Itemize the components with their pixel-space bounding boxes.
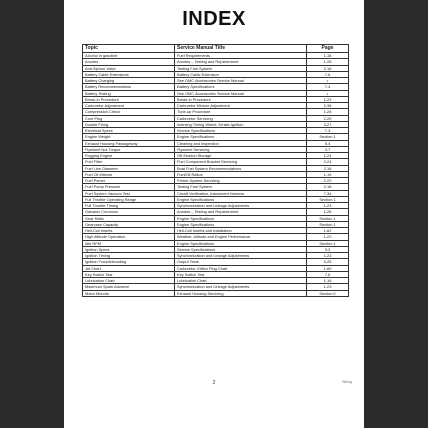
- manual-title-cell: Engine Specifications: [175, 134, 307, 140]
- topic-cell: Motor Mounts: [83, 290, 175, 296]
- topic-cell: Double Firing: [83, 121, 175, 127]
- topic-cell: Engine Weight: [83, 134, 175, 140]
- page-cell: 7-3: [307, 128, 349, 134]
- topic-cell: Full Throttle Operating Range: [83, 196, 175, 202]
- manual-title-cell: Fuel/Oil Ratios: [175, 171, 307, 177]
- topic-cell: Anodes: [83, 59, 175, 65]
- topic-cell: Gearcase Capacity: [83, 221, 175, 227]
- page-cell: 7-6: [307, 71, 349, 77]
- page-cell: 1-26: [307, 209, 349, 215]
- page-cell: 1-23: [307, 96, 349, 102]
- page-cell: 2-22: [307, 178, 349, 184]
- topic-cell: Gear Ratio: [83, 215, 175, 221]
- page-cell: 1-16: [307, 278, 349, 284]
- page-cell: 2-29: [307, 115, 349, 121]
- manual-title-cell: Fuel Component Bracket Servicing: [175, 159, 307, 165]
- page-cell: 7-34: [307, 190, 349, 196]
- page-header: Page: [307, 45, 349, 53]
- topic-cell: Fuel Line Diameter: [83, 165, 175, 171]
- manual-title-cell: Synchronization and Linkage Adjustments: [175, 203, 307, 209]
- manual-title-cell: Off-Season Storage: [175, 153, 307, 159]
- manual-title-cell: Heli-Coil Inserts and Installation: [175, 228, 307, 234]
- page-cell: 2-24: [307, 159, 349, 165]
- page-cell: Section 1: [307, 196, 349, 202]
- page-cell: 1-23: [307, 203, 349, 209]
- topic-cell: Maximum Spark Advance: [83, 284, 175, 290]
- page-cell: 1-26: [307, 59, 349, 65]
- page-title: INDEX: [182, 8, 246, 30]
- manual-title-cell: Break-In Procedure: [175, 96, 307, 102]
- topic-cell: Flywheel Nut Torque: [83, 146, 175, 152]
- page-cell: 2-36: [307, 103, 349, 109]
- page-cell: 1-18: [307, 53, 349, 59]
- page-cell: 1-60: [307, 265, 349, 271]
- manual-title-cell: Tune-up Procedure: [175, 109, 307, 115]
- topic-cell: Galvanic Corrosion: [83, 209, 175, 215]
- manual-title-cell: Battery Specifications: [175, 84, 307, 90]
- page-cell: 3-7: [307, 146, 349, 152]
- manual-title-cell: Exhaust Housing Servicing: [175, 290, 307, 296]
- manual-title-cell: Testing Fuel System: [175, 65, 307, 71]
- topic-cell: Compression Check: [83, 109, 175, 115]
- page-cell: •: [307, 90, 349, 96]
- page-cell: 3-3: [307, 246, 349, 252]
- page-cell: Section 1: [307, 215, 349, 221]
- manual-title-cell: Indexing Timing Wheel, Erratic Ignition: [175, 121, 307, 127]
- page-cell: 3-25: [307, 259, 349, 265]
- page-cell: 1-24: [307, 153, 349, 159]
- page-cell: Section 1: [307, 134, 349, 140]
- index-table: [82, 44, 349, 297]
- topic-cell: Fuel Pump Pressure: [83, 184, 175, 190]
- page-cell: 3-27: [307, 121, 349, 127]
- manual-title-cell: Lubrication Chart: [175, 278, 307, 284]
- manual-title-cell: Synchronization and Linkage Adjustments: [175, 253, 307, 259]
- topic-cell: High Altitude Operation: [83, 234, 175, 240]
- page-cell: 2-16: [307, 165, 349, 171]
- topic-cell: Exhaust Housing Passageway: [83, 140, 175, 146]
- page-cell: 1-28: [307, 109, 349, 115]
- topic-cell: Ignition Timing: [83, 253, 175, 259]
- topic-cell: Fuel Primer: [83, 178, 175, 184]
- page-cell: Section 1: [307, 240, 349, 246]
- manual-title-cell: Primer System Servicing: [175, 178, 307, 184]
- manual-title-cell: See OMC Accessories Service Manual: [175, 78, 307, 84]
- manual-title-cell: Synchronization and Linkage Adjustments: [175, 284, 307, 290]
- manual-title-cell: Testing Fuel System: [175, 184, 307, 190]
- topic-cell: Jet Chart: [83, 265, 175, 271]
- manual-title-cell: Cleaning and Inspection: [175, 140, 307, 146]
- manual-title-cell: Engine Specifications: [175, 221, 307, 227]
- topic-cell: Ignition Troubleshooting: [83, 259, 175, 265]
- page-number: 2: [212, 380, 216, 386]
- page-cell: 1-23: [307, 253, 349, 259]
- manual-title-cell: Engine Specifications: [175, 215, 307, 221]
- topic-cell: Battery Testing: [83, 90, 175, 96]
- topic-cell: Lubrication Chart: [83, 278, 175, 284]
- page-cell: •: [307, 78, 349, 84]
- manual-title-cell: Battery Cable Extension: [175, 71, 307, 77]
- page-cell: 1-23: [307, 284, 349, 290]
- topic-cell: Alcohol in gasoline: [83, 53, 175, 59]
- manual-title-cell: Key Switch Test: [175, 271, 307, 277]
- topic-cell: Anti-Siphon Valve: [83, 65, 175, 71]
- topic-cell: Fuel Filter: [83, 159, 175, 165]
- page-cell: 1-62: [307, 228, 349, 234]
- page-cell: Section 5: [307, 290, 349, 296]
- manual-title-cell: Anodes – Testing and Replacement: [175, 59, 307, 65]
- page-cell: 2-18: [307, 65, 349, 71]
- topic-cell: Fogging Engine: [83, 153, 175, 159]
- table-header-row: [83, 45, 349, 53]
- manual-title-cell: Fuel Requirements: [175, 53, 307, 59]
- topic-cell: Fuel Oil Mixture: [83, 171, 175, 177]
- topic-cell: Battery Recommendations: [83, 84, 175, 90]
- page-cell: 2-18: [307, 184, 349, 190]
- topic-cell: Battery Charging: [83, 78, 175, 84]
- table-row: [83, 290, 349, 296]
- manual-title-cell: Engine Specifications: [175, 240, 307, 246]
- topic-cell: Full Throttle Timing: [83, 203, 175, 209]
- manual-title-cell: Flywheel Servicing: [175, 146, 307, 152]
- manual-title-cell: Carburetor Mixture Adjustment: [175, 103, 307, 109]
- page-cell: 1-22: [307, 234, 349, 240]
- manual-title-cell: Anodes – Testing and Replacement: [175, 209, 307, 215]
- manual-title-cell: Service Specifications: [175, 128, 307, 134]
- page-cell: 1-19: [307, 171, 349, 177]
- topic-cell: Key Switch Test: [83, 271, 175, 277]
- manual-title-header: Service Manual Title: [175, 45, 307, 53]
- manual-title-cell: Carburetor Servicing: [175, 115, 307, 121]
- index-table-body: [83, 53, 349, 297]
- page-cell: Section 1: [307, 221, 349, 227]
- manual-title-cell: Circuit Verification, Instrument Harness: [175, 190, 307, 196]
- manual-title-cell: Engine Specifications: [175, 196, 307, 202]
- manual-title-cell: Carburetor Orifice Plug Chart: [175, 265, 307, 271]
- topic-cell: Ignition Specs: [83, 246, 175, 252]
- manual-title-cell: Output Tests: [175, 259, 307, 265]
- page-cell: 7-6: [307, 271, 349, 277]
- topic-cell: Fuel System Vacuum Test: [83, 190, 175, 196]
- topic-cell: Battery Cable Extensions: [83, 71, 175, 77]
- manual-title-cell: Service Specifications: [175, 246, 307, 252]
- page-cell: 7-4: [307, 84, 349, 90]
- topic-cell: Carburetor Adjustment: [83, 103, 175, 109]
- topic-cell: Idle RPM: [83, 240, 175, 246]
- topic-header: Topic: [83, 45, 175, 53]
- manual-title-cell: See OMC Accessories Service Manual: [175, 90, 307, 96]
- manual-title-cell: Boat Fuel System Recommendations: [175, 165, 307, 171]
- topic-cell: Core Plug: [83, 115, 175, 121]
- index-page: [64, 0, 364, 428]
- corner-mark: Wiring: [342, 380, 352, 384]
- topic-cell: Electrical Specs: [83, 128, 175, 134]
- topic-cell: Heli-Coil Inserts: [83, 228, 175, 234]
- page-cell: 5-4: [307, 140, 349, 146]
- manual-title-cell: Weather, Altitude and Engine Performance: [175, 234, 307, 240]
- topic-cell: Break-In Procedure: [83, 96, 175, 102]
